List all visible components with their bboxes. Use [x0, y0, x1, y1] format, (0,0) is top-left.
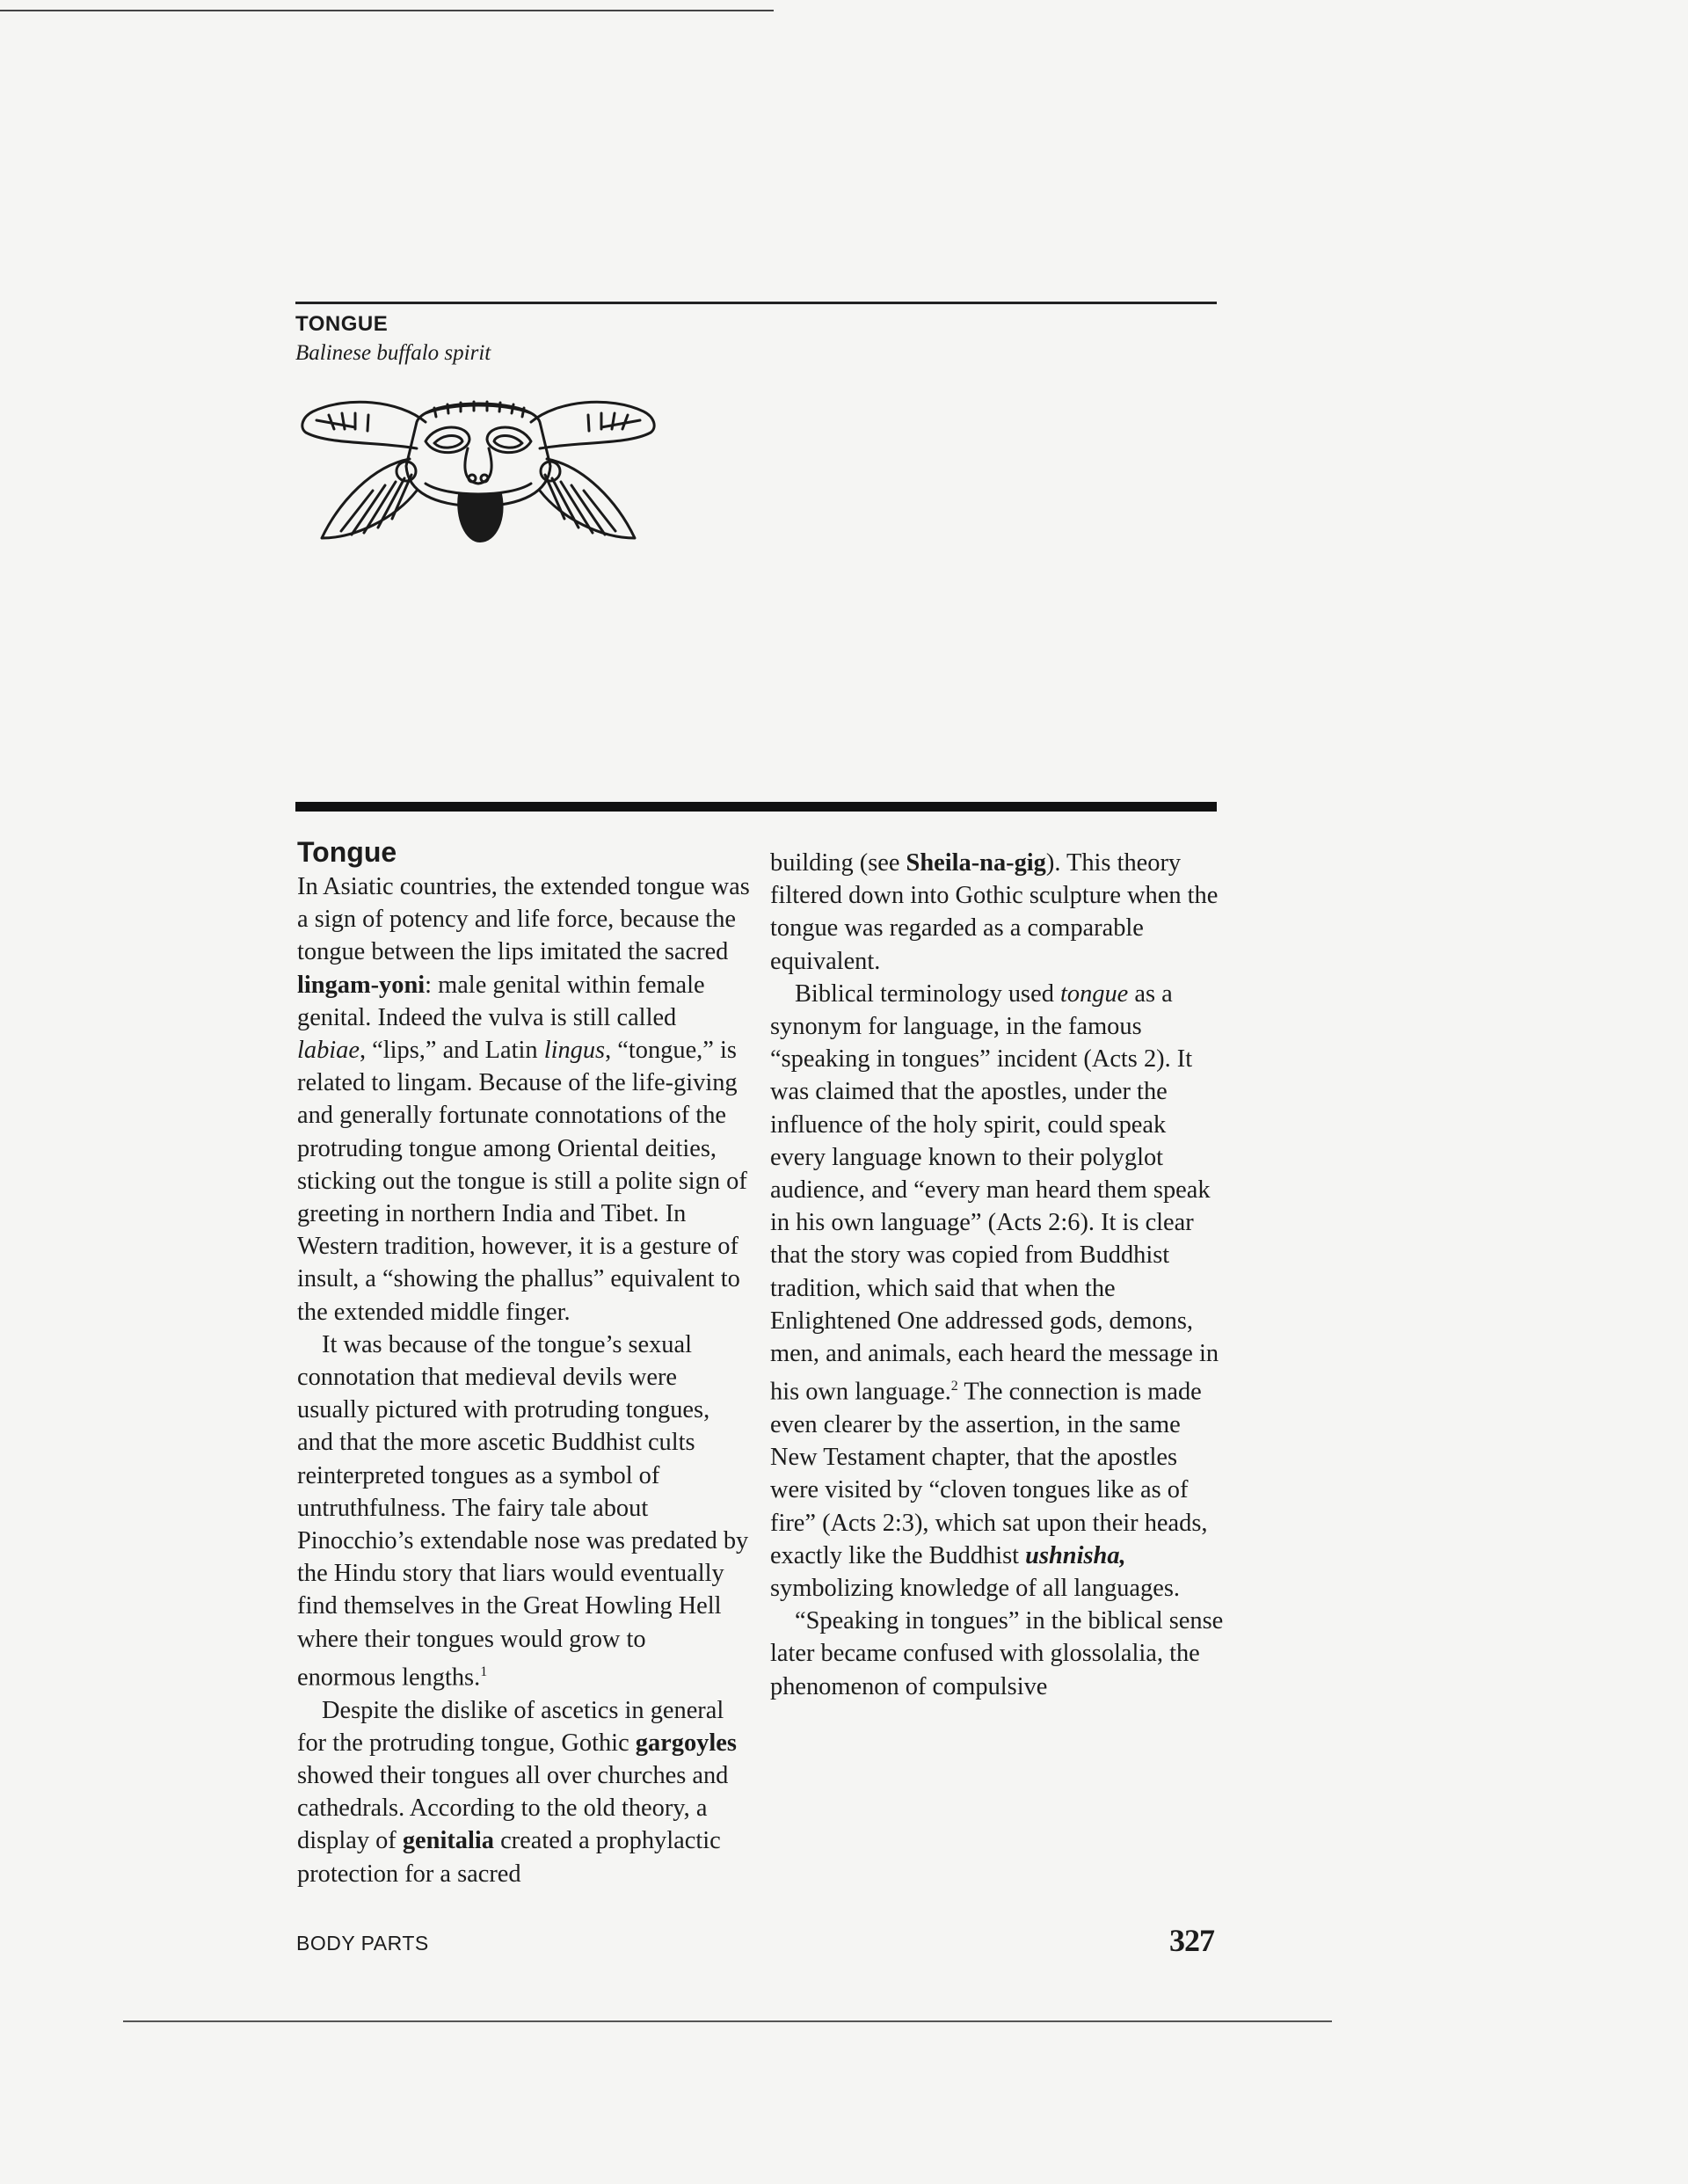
term-tongue: tongue [1060, 979, 1129, 1008]
balinese-buffalo-mask-icon [294, 387, 663, 554]
p4-text-2: ). This theory filtered down into Gothic sculpture when the tongue was regarded as a comparable equivalent. [770, 849, 1219, 975]
paragraph-6 [770, 1605, 1227, 1703]
text-column-right [770, 847, 1227, 1703]
p2-text: It was because of the tongue’s sexual connotation that medieval devils were usually pictured with protruding tongues, and that the more ascetic Buddhist cults reinterpreted tongues as a symbol of untruthfulness. The fairy tale about Pinocchio’s extendable nose was predated by the Hindu story that liars would eventually find themselves in the Great Howling Hell where their tongues would grow to enormous lengths. [297, 1330, 749, 1692]
p6-text: “Speaking in tongues” in the biblical sense later became confused with glossolalia, the phenomenon of compulsive [770, 1607, 1224, 1700]
page-number: 327 [1169, 1923, 1214, 1958]
p1-text-2: : male genital within female genital. Indeed the vulva is still called [297, 971, 705, 1031]
p5-text-3: The connection is made even clearer by the assertion, in the same New Testament chapter, that the apostles were visited by “cloven tongues like as of fire” (Acts 2:3), which sat upon their heads, exactly like the Buddhist [770, 1378, 1208, 1569]
p4-text-1: building (see [770, 849, 906, 877]
footnote-marker-2: 2 [950, 1379, 958, 1394]
p5-text-2: as a synonym for language, in the famous “speaking in tongues” incident (Acts 2). It was claimed that the apostles, under the influence of the holy spirit, could speak every language known to their polyglot audience, and “every man heard them speak in his own language” (Acts 2:6). It is clear that the story was copied from Buddhist tradition, which said that when the Enlightened One addressed gods, demons, men, and animals, each heard the message in his own language. [770, 979, 1219, 1406]
paragraph-4 [770, 847, 1227, 978]
figure-title: TONGUE [295, 312, 389, 336]
scan-edge-line-top [0, 10, 774, 11]
paragraph-1 [297, 870, 750, 1329]
cross-ref-gargoyles: gargoyles [635, 1729, 737, 1757]
term-labiae: labiae [297, 1037, 360, 1065]
footer-section-label: BODY PARTS [296, 1932, 429, 1955]
p3-text-2: showed their tongues all over churches and cathedrals. According to the old theory, a display of [297, 1761, 729, 1855]
cross-ref-sheila-na-gig: Sheila-na-gig [906, 849, 1046, 877]
term-lingus: lingus [543, 1037, 606, 1065]
text-column-left [297, 835, 750, 1890]
p1-text-3: , “lips,” and Latin [359, 1037, 544, 1065]
cross-ref-lingam-yoni: lingam-yoni [297, 971, 426, 999]
p5-text-4: symbolizing knowledge of all languages. [770, 1574, 1180, 1602]
p3-text-3: created a prophylactic protection for a sacred [297, 1827, 721, 1888]
paragraph-5 [770, 978, 1227, 1605]
cross-ref-genitalia: genitalia [402, 1827, 494, 1855]
figure-caption: Balinese buffalo spirit [295, 341, 491, 365]
paragraph-2 [297, 1329, 750, 1694]
scan-edge-line-bottom [123, 2020, 1332, 2022]
paragraph-3 [297, 1694, 750, 1890]
section-heavy-rule [295, 802, 1217, 812]
p3-text-1: Despite the dislike of ascetics in general for the protruding tongue, Gothic [297, 1696, 724, 1757]
footnote-marker-1: 1 [480, 1663, 488, 1679]
p1-text-4: , “tongue,” is related to lingam. Because of the life-giving and generally fortunate connotations of the protruding tongue among Oriental deities, sticking out the tongue is still a polite sign of greeting in northern India and Tibet. In Western tradition, however, it is a gesture of insult, a “showing the phallus” equivalent to the extended middle finger. [297, 1037, 747, 1326]
p5-text-1: Biblical terminology used [795, 979, 1060, 1008]
p1-text-1: In Asiatic countries, the extended tongue was a sign of potency and life force, because the tongue between the lips imitated the sacred [297, 873, 750, 966]
cross-ref-ushnisha: ushnisha, [1025, 1541, 1126, 1569]
figure-top-rule [295, 302, 1217, 304]
entry-heading: Tongue [297, 836, 397, 868]
